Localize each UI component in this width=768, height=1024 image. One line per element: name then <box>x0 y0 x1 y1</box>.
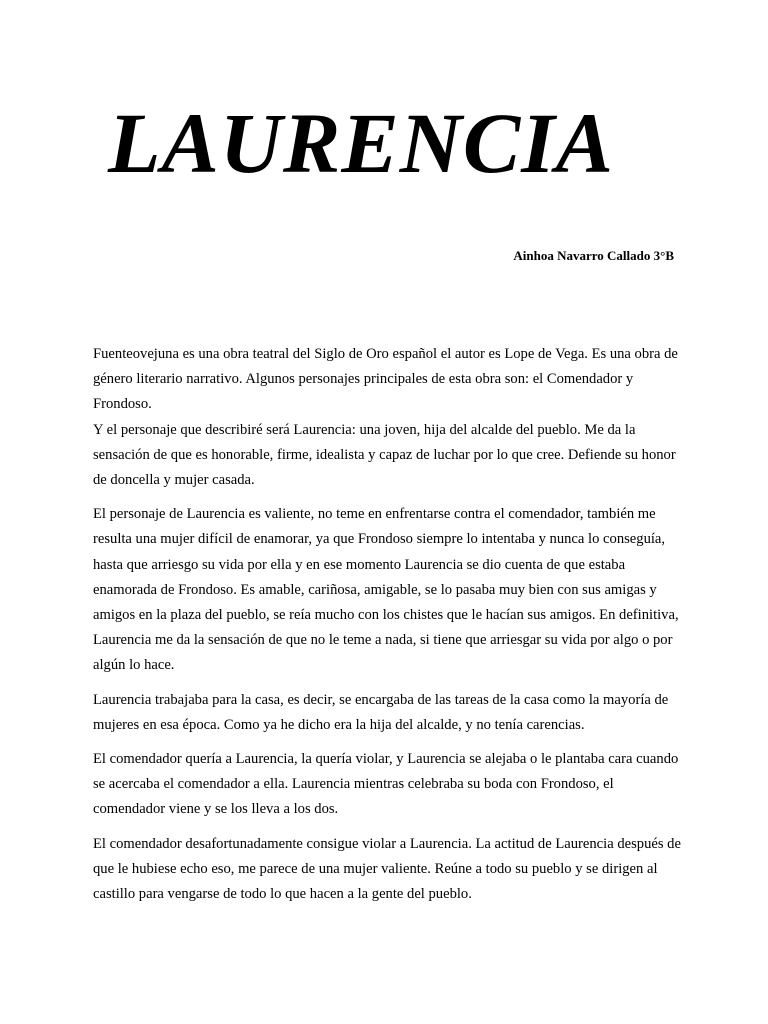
author-line: Ainhoa Navarro Callado 3°B <box>513 248 674 263</box>
paragraph: El personaje de Laurencia es valiente, no teme en enfrentarse contra el comendador, también me resulta una mujer difícil de enamorar, ya que Frondoso siempre lo intentaba y nunca lo conseguía, hasta que arriesgo su vida por ella y en ese momento Laurencia se dio cuenta de que estaba enamorada de Frondoso. Es amable, cariñosa, amigable, se lo pasaba muy bien con sus amigas y amigos en la plaza del pueblo, se reía mucho con los chistes que le hacían sus amigos. En definitiva, Laurencia me da la sensación de que no le teme a nada, si tiene que arriesgar su vida por algo o por algún lo hace. <box>93 506 679 674</box>
document-body <box>93 342 681 916</box>
paragraph: El comendador quería a Laurencia, la quería violar, y Laurencia se alejaba o le plantaba cara cuando se acercaba el comendador a ella. Laurencia mientras celebraba su boda con Frondoso, el comendador viene y se los lleva a los dos. <box>93 751 679 818</box>
paragraph: El comendador desafortunadamente consigue violar a Laurencia. La actitud de Laurencia después de que le hubiese echo eso, me parece de una mujer valiente. Reúne a todo su pueblo y se dirigen al castillo para vengarse de todo lo que hacen a la gente del pueblo. <box>93 835 681 903</box>
paragraph: Fuenteovejuna es una obra teatral del Siglo de Oro español el autor es Lope de Vega. Es una obra de género literario narrativo. Algunos personajes principales de esta obra son: el Comendador y Frondoso. Y el personaje que describiré será Laurencia: una joven, hija del alcalde del pueblo. Me da la sensación de que es honorable, firme, idealista y capaz de luchar por lo que cree. Defiende su honor de doncella y mujer casada. <box>93 346 678 489</box>
document-title: LAURENCIA <box>108 95 615 191</box>
paragraph: Laurencia trabajaba para la casa, es decir, se encargaba de las tareas de la casa como la mayoría de mujeres en esa época. Como ya he dicho era la hija del alcalde, y no tenía carencias. <box>93 691 669 733</box>
